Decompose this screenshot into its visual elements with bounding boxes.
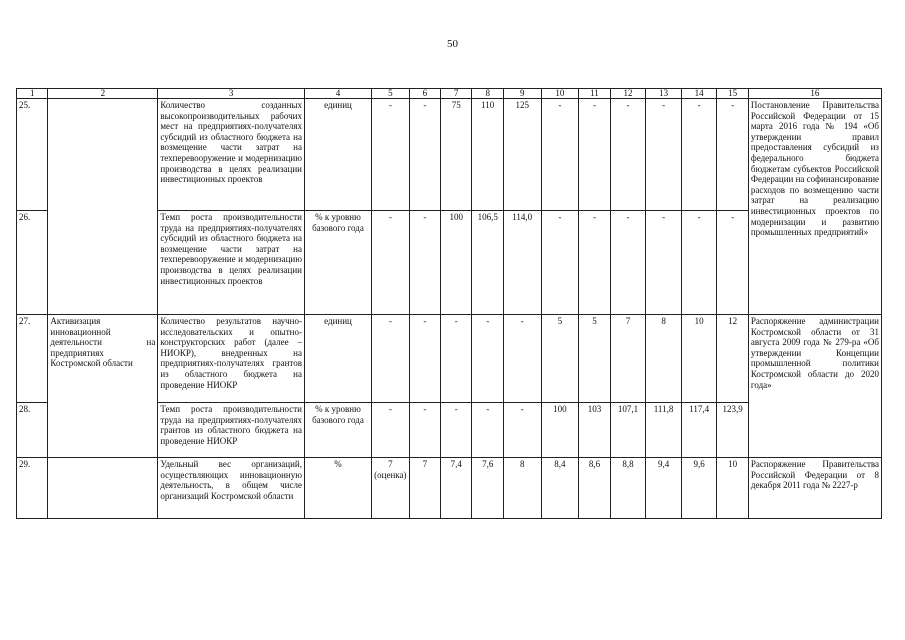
value-cell: - — [610, 99, 646, 211]
value-cell: 114,0 — [503, 211, 541, 315]
value-cell: 125 — [503, 99, 541, 211]
value-cell: 111,8 — [646, 403, 682, 458]
value-cell: 100 — [441, 211, 472, 315]
header-cell: 7 — [441, 89, 472, 99]
value-cell: - — [717, 211, 748, 315]
value-cell: 107,1 — [610, 403, 646, 458]
value-cell: - — [441, 315, 472, 403]
value-cell: 7 — [409, 458, 440, 519]
value-cell: - — [441, 403, 472, 458]
header-cell: 11 — [579, 89, 610, 99]
value-cell: - — [472, 403, 503, 458]
row-number: 27. — [17, 315, 48, 403]
value-cell: 9,6 — [681, 458, 717, 519]
value-cell: 8 — [503, 458, 541, 519]
header-cell: 12 — [610, 89, 646, 99]
header-cell: 14 — [681, 89, 717, 99]
value-cell: 103 — [579, 403, 610, 458]
row-number: 28. — [17, 403, 48, 458]
indicator-name: Количество созданных высокопроизводительных рабочих мест на предприятиях-получателях субсидий из областного бюджета на возмещение части затрат на техперевооружение и модернизацию производства в целях реализации инвестиционных проектов — [158, 99, 305, 211]
header-cell: 5 — [371, 89, 409, 99]
value-cell: - — [610, 211, 646, 315]
value-cell: - — [681, 211, 717, 315]
value-cell: 7 (оценка) — [371, 458, 409, 519]
value-cell: 110 — [472, 99, 503, 211]
unit-cell: % — [304, 458, 371, 519]
indicator-name: Темп роста производительности труда на предприятиях-получателях субсидий из областного бюджета на возмещение части затрат на техперевооружение и модернизацию производства в целях реализации инвестиционных проектов — [158, 211, 305, 315]
value-cell: - — [503, 403, 541, 458]
row-number: 29. — [17, 458, 48, 519]
unit-cell: единиц — [304, 99, 371, 211]
value-cell: - — [646, 211, 682, 315]
value-cell: - — [409, 315, 440, 403]
unit-cell: % к уровню базового года — [304, 403, 371, 458]
value-cell: 75 — [441, 99, 472, 211]
value-cell: - — [579, 211, 610, 315]
value-cell: - — [541, 99, 579, 211]
unit-cell: % к уровню базового года — [304, 211, 371, 315]
measure-cell: Активизация инновационной деятельности на предприятиях Костромской области — [48, 315, 158, 458]
value-cell: 8,4 — [541, 458, 579, 519]
value-cell: 10 — [681, 315, 717, 403]
value-cell: - — [503, 315, 541, 403]
value-cell: 106,5 — [472, 211, 503, 315]
table-row — [17, 315, 882, 403]
indicator-name: Удельный вес организаций, осуществляющих инновационную деятельность, в общем числе организаций Костромской области — [158, 458, 305, 519]
header-cell: 1 — [17, 89, 48, 99]
value-cell: - — [409, 99, 440, 211]
value-cell: 8,8 — [610, 458, 646, 519]
value-cell: - — [371, 403, 409, 458]
value-cell: 12 — [717, 315, 748, 403]
value-cell: 7 — [610, 315, 646, 403]
value-cell: - — [371, 315, 409, 403]
header-cell: 8 — [472, 89, 503, 99]
value-cell: 8 — [646, 315, 682, 403]
indicators-table — [16, 88, 882, 519]
row-number: 25. — [17, 99, 48, 211]
table-row — [17, 458, 882, 519]
header-cell: 9 — [503, 89, 541, 99]
value-cell: 117,4 — [681, 403, 717, 458]
header-cell: 2 — [48, 89, 158, 99]
measure-cell — [48, 458, 158, 519]
value-cell: - — [541, 211, 579, 315]
value-cell: - — [409, 211, 440, 315]
value-cell: - — [409, 403, 440, 458]
unit-cell: единиц — [304, 315, 371, 403]
value-cell: 123,9 — [717, 403, 748, 458]
value-cell: 5 — [541, 315, 579, 403]
value-cell: 7,4 — [441, 458, 472, 519]
indicator-name: Количество результатов научно-исследовательских и опытно-конструкторских работ (далее – НИОКР), внедренных на предприятиях-получателях грантов из областного бюджета на проведение НИОКР — [158, 315, 305, 403]
table-header-row — [17, 89, 882, 99]
legal-basis-cell: Распоряжение администрации Костромской области от 31 августа 2009 года № 279-ра «Об утверждении Концепции промышленной политики Костромской области до 2020 года» — [748, 315, 881, 458]
value-cell: - — [472, 315, 503, 403]
row-number: 26. — [17, 211, 48, 315]
value-cell: - — [681, 99, 717, 211]
header-cell: 16 — [748, 89, 881, 99]
value-cell: 10 — [717, 458, 748, 519]
value-cell: - — [717, 99, 748, 211]
measure-cell — [48, 99, 158, 211]
value-cell: - — [579, 99, 610, 211]
value-cell: 5 — [579, 315, 610, 403]
header-cell: 15 — [717, 89, 748, 99]
header-cell: 10 — [541, 89, 579, 99]
value-cell: 9,4 — [646, 458, 682, 519]
header-cell: 13 — [646, 89, 682, 99]
header-cell: 4 — [304, 89, 371, 99]
indicator-name: Темп роста производительности труда на предприятиях-получателях грантов из областного бюджета на проведение НИОКР — [158, 403, 305, 458]
value-cell: - — [646, 99, 682, 211]
value-cell: 100 — [541, 403, 579, 458]
value-cell: - — [371, 211, 409, 315]
value-cell: - — [371, 99, 409, 211]
value-cell: 7,6 — [472, 458, 503, 519]
page-number: 50 — [447, 38, 458, 50]
value-cell: 8,6 — [579, 458, 610, 519]
legal-basis-cell: Распоряжение Правительства Российской Федерации от 8 декабря 2011 года № 2227-р — [748, 458, 881, 519]
measure-cell — [48, 211, 158, 315]
table-row — [17, 99, 882, 211]
header-cell: 3 — [158, 89, 305, 99]
legal-basis-cell: Постановление Правительства Российской Федерации от 15 марта 2016 года № 194 «Об утверждении правил предоставления субсидий из федерального бюджета бюджетам субъектов Российской Федерации на софинансирование расходов по возмещению части затрат на реализацию инвестиционных проектов по модернизации и развитию промышленных предприятий» — [748, 99, 881, 315]
header-cell: 6 — [409, 89, 440, 99]
